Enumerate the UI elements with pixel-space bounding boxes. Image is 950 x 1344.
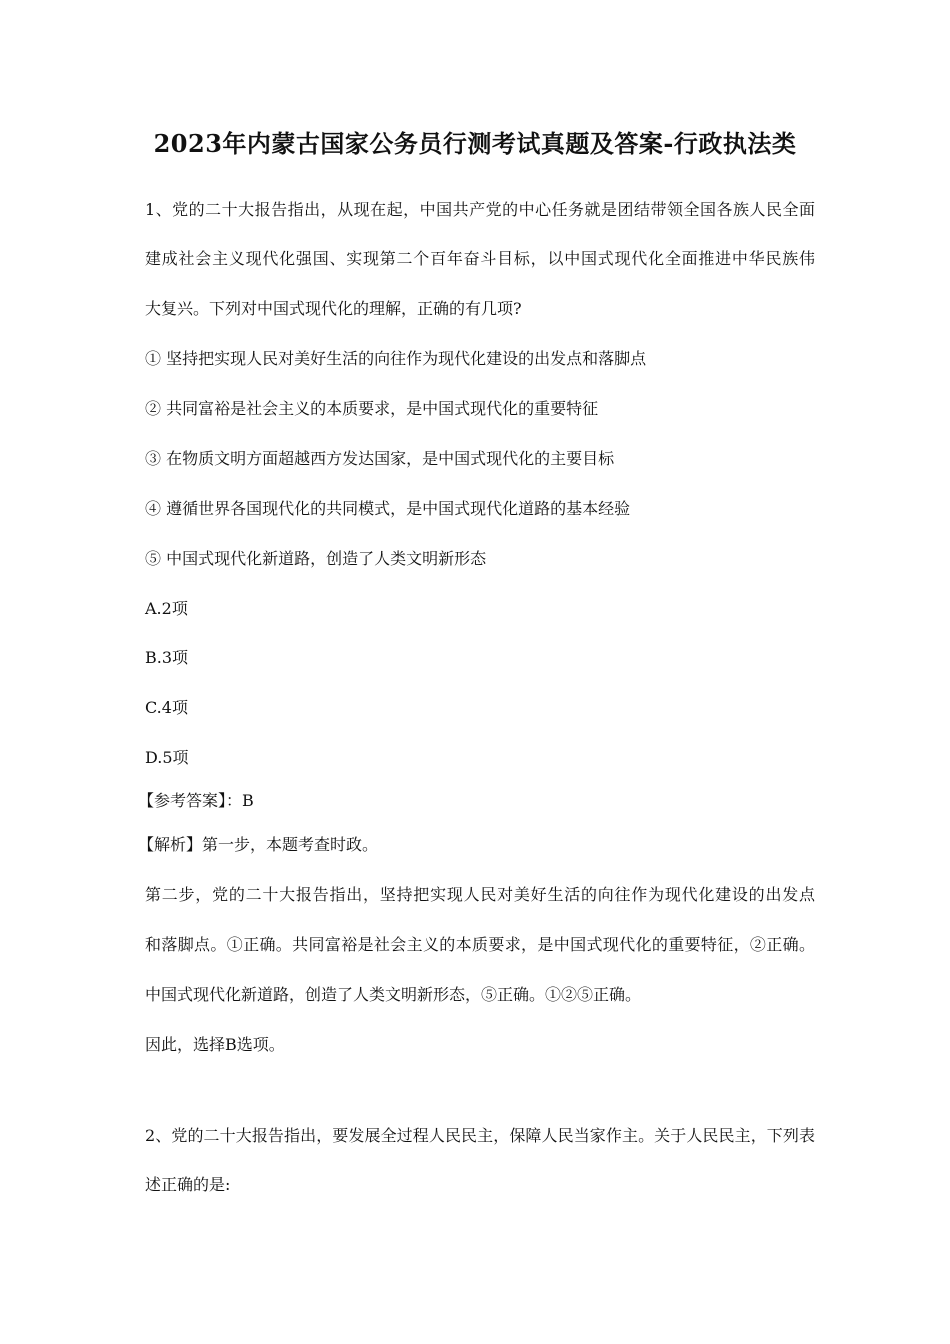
q1-analysis-line-4: 因此，选择B选项。 [145,1035,285,1054]
q1-statement-1: ① 坚持把实现人民对美好生活的向往作为现代化建设的出发点和落脚点 [145,349,647,368]
q1-option-d: D.5项 [145,748,189,767]
q1-stem-line-1: 1、党的二十大报告指出，从现在起，中国共产党的中心任务就是团结带领全国各族人民全面 [145,200,815,219]
q2-stem-line-1: 2、党的二十大报告指出，要发展全过程人民民主，保障人民当家作主。关于人民民主，下列表 [145,1126,815,1145]
q1-option-c: C.4项 [145,698,188,717]
q1-stem-line-3: 大复兴。下列对中国式现代化的理解，正确的有几项? [145,299,522,318]
q1-analysis-line-3: 中国式现代化新道路，创造了人类文明新形态，⑤正确。①②⑤正确。 [145,985,642,1004]
q1-statement-2: ② 共同富裕是社会主义的本质要求，是中国式现代化的重要特征 [145,399,599,418]
q1-statement-4: ④ 遵循世界各国现代化的共同模式，是中国式现代化道路的基本经验 [145,499,631,518]
q1-analysis-head: 【解析】第一步，本题考查时政。 [138,835,379,854]
document-title: 2023年内蒙古国家公务员行测考试真题及答案-行政执法类 [153,129,797,158]
q1-option-b: B.3项 [145,648,189,667]
q1-option-a: A.2项 [145,599,188,618]
q1-statement-5: ⑤ 中国式现代化新道路，创造了人类文明新形态 [145,549,487,568]
q1-statement-3: ③ 在物质文明方面超越西方发达国家，是中国式现代化的主要目标 [145,449,615,468]
q2-stem-line-2: 述正确的是: [145,1175,231,1194]
q1-analysis-line-1: 第二步，党的二十大报告指出，坚持把实现人民对美好生活的向往作为现代化建设的出发点 [145,885,815,904]
q1-analysis-line-2: 和落脚点。①正确。共同富裕是社会主义的本质要求，是中国式现代化的重要特征，②正确。 [145,935,815,954]
q1-answer: 【参考答案】：B [138,791,254,810]
q1-stem-line-2: 建成社会主义现代化强国、实现第二个百年奋斗目标，以中国式现代化全面推进中华民族伟 [145,249,815,268]
